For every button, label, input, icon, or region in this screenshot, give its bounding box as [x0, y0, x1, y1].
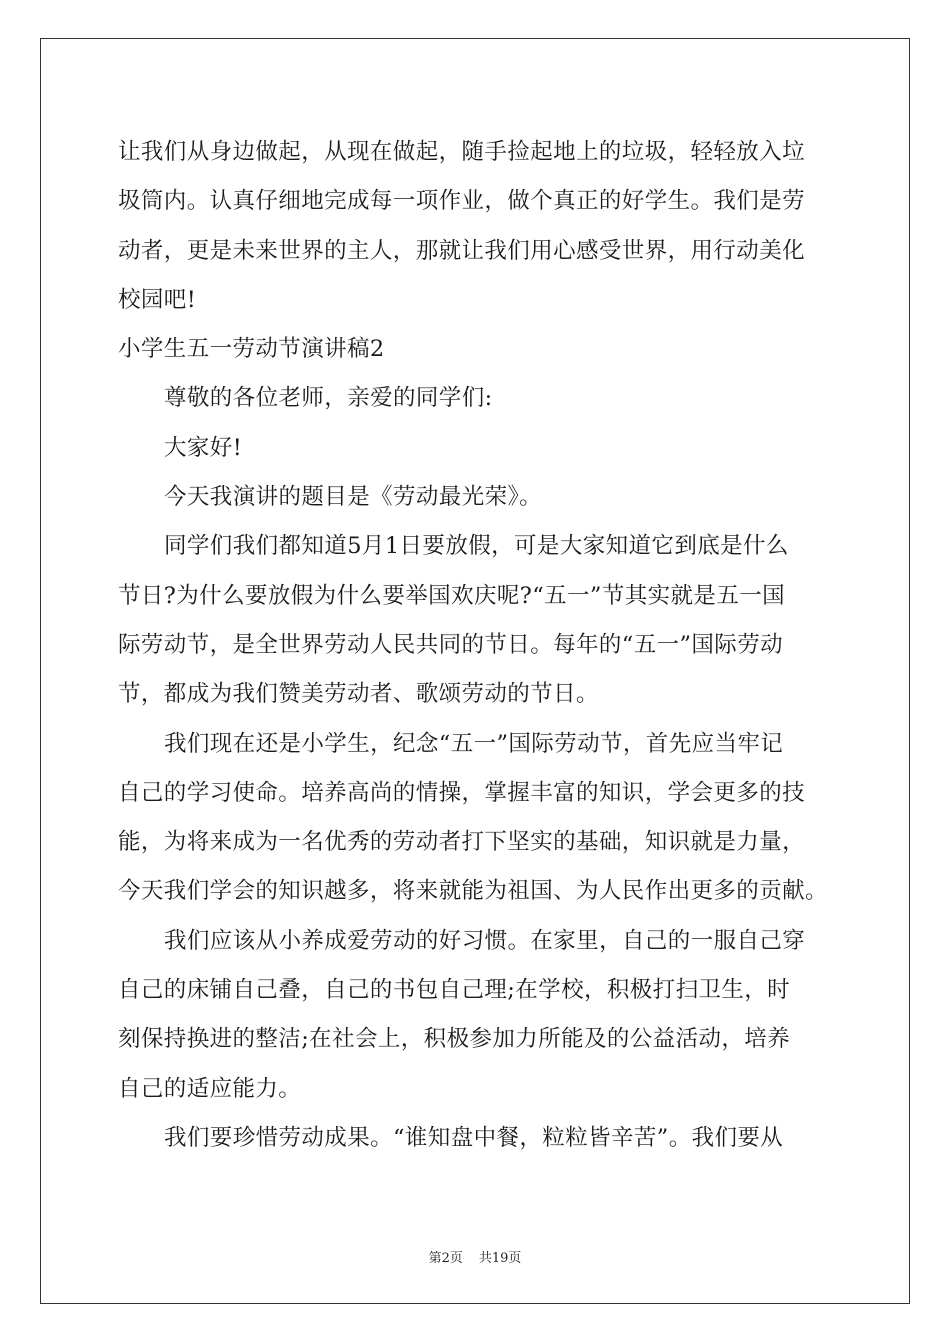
text-line: 今天我们学会的知识越多，将来就能为祖国、为人民作出更多的贡献。 [118, 878, 828, 905]
text-line: 际劳动节，是全世界劳动人民共同的节日。每年的“五一”国际劳动 [118, 631, 784, 658]
text-line: 动者，更是未来世界的主人，那就让我们用心感受世界，用行动美化 [118, 237, 806, 264]
text-line: 我们应该从小养成爱劳动的好习惯。在家里，自己的一服自己穿 [164, 927, 806, 954]
text-line: 让我们从身边做起，从现在做起，随手捡起地上的垃圾，轻轻放入垃 [118, 139, 806, 165]
page-total: 共19页 [478, 1251, 522, 1266]
text-line: 圾筒内。认真仔细地完成每一项作业，做个真正的好学生。我们是劳 [118, 188, 806, 215]
section-heading: 小学生五一劳动节演讲稿2 [118, 336, 385, 363]
page-footer [0, 1247, 950, 1266]
text-line: 能，为将来成为一名优秀的劳动者打下坚实的基础，知识就是力量， [118, 829, 806, 856]
page-number: 第2页 [428, 1251, 463, 1266]
text-line: 我们现在还是小学生，纪念“五一”国际劳动节，首先应当牢记 [164, 730, 784, 757]
text-line: 节，都成为我们赞美劳动者、歌颂劳动的节日。 [118, 681, 599, 708]
text-line: 刻保持换进的整洁;在社会上，积极参加力所能及的公益活动，培养 [118, 1026, 791, 1053]
text-line: 今天我演讲的题目是《劳动最光荣》。 [164, 484, 543, 511]
text-line: 尊敬的各位老师，亲爱的同学们: [164, 385, 493, 412]
text-line: 节日?为什么要放假为什么要举国欢庆呢?“五一”节其实就是五一国 [118, 582, 786, 609]
text-line: 我们要珍惜劳动成果。“谁知盘中餐，粒粒皆辛苦”。我们要从 [164, 1124, 784, 1151]
text-line: 自己的床铺自己叠，自己的书包自己理;在学校，积极打扫卫生，时 [118, 977, 791, 1004]
text-line: 同学们我们都知道5月1日要放假，可是大家知道它到底是什么 [164, 533, 789, 560]
document-body [118, 128, 834, 1163]
text-line: 校园吧! [118, 286, 197, 313]
text-line: 自己的学习使命。培养高尚的情操，掌握丰富的知识，学会更多的技 [118, 779, 806, 806]
text-line: 大家好! [164, 434, 243, 461]
text-line: 自己的适应能力。 [118, 1075, 302, 1102]
